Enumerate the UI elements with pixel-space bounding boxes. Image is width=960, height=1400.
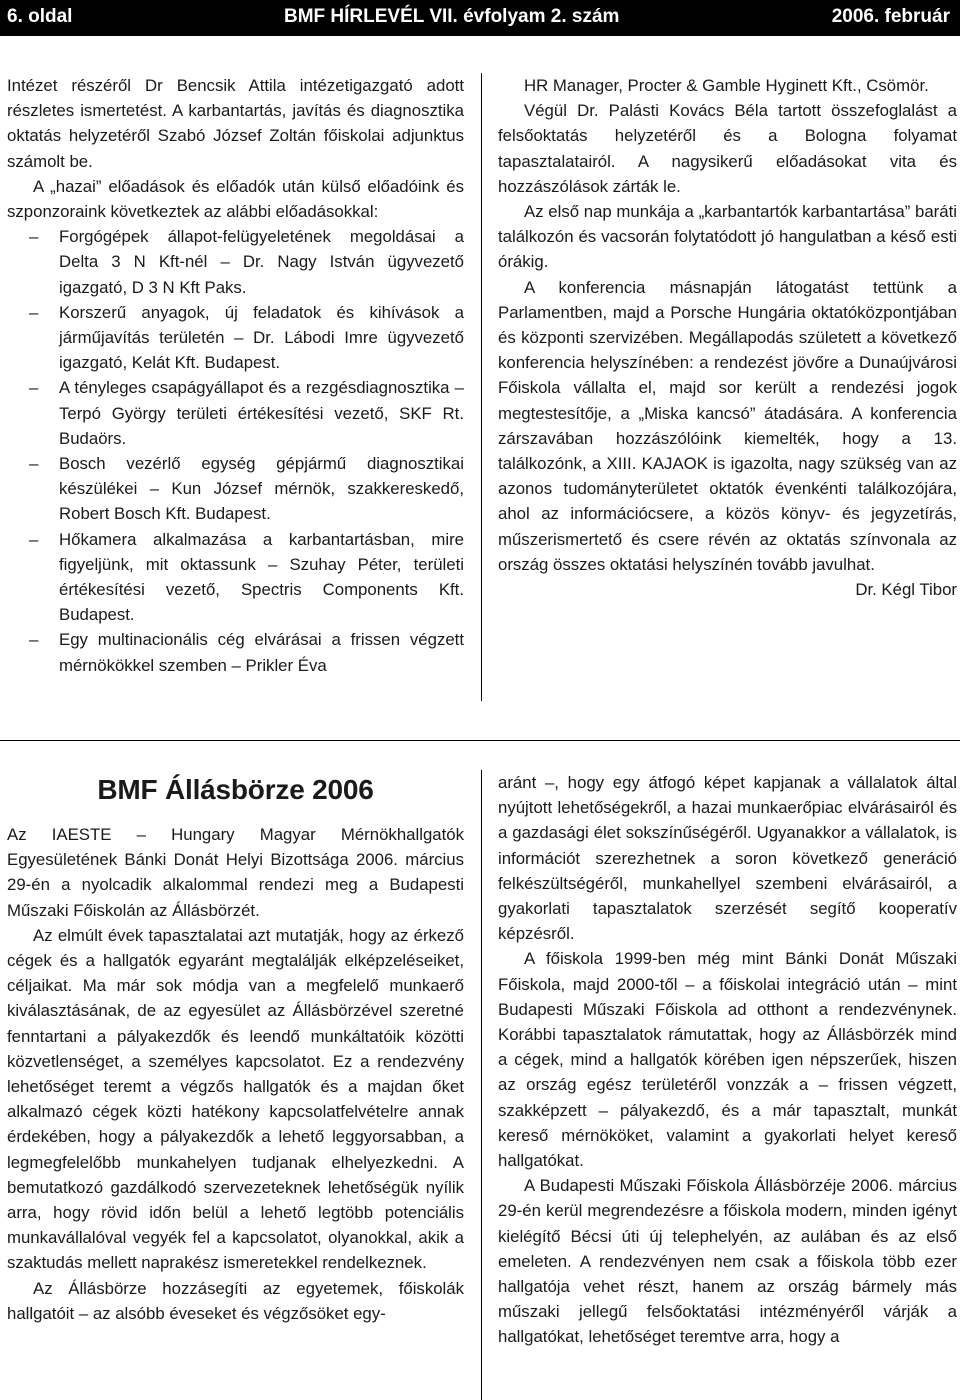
lead-paragraph: A „hazai” előadások és előadók után külső előadóink és szponzoraink következtek az alábbi előadásokkal:	[7, 176, 464, 222]
paragraph: aránt –, hogy egy átfogó képet kapjanak a vállalatok által nyújtott lehetőségekről, a hazai munkaerőpiac elvárásairól és a gazdasági élet sokszínűségéről. Ugyanakkor a vállalatok, is információt szerezhetnek a soron következő generáció felkészültségéről, munkahellyel szembeni elvárásairól, a gyakorlati tapasztalatok szerzését segítő kooperatív képzésről.	[498, 773, 957, 944]
dash-mark: –	[29, 378, 39, 398]
paragraph: A konferencia másnapján látogatást tettünk a Parlamentben, majd a Porsche Hungária oktatóközpontjában és központi szervizében. Megállapodás született a következő konferencia helyszínében: a rendezést jövőre a Dunaújvárosi Főiskola vállalta el, majd sor került a rendezési jogok megtestesítője, a „Miska kancsó” átadására. A konferencia zárszavában hozzászólóink kiemelték, hogy a 13. találkozónk, a XIII. KAJAOK is igazolta, nagy szükség van az azonos tudományterületet oktatók évenkénti találkozójára, ahol az információcsere, a közös könyv- és jegyzetírás, műszerismertető és csere révén az oktatás színvonala az ország összes oktatási helyszínén tovább javulhat.	[498, 277, 957, 574]
author-signature: Dr. Kégl Tibor	[855, 580, 957, 600]
bottom-article-column-2	[498, 770, 957, 1350]
page-number: 6. oldal	[7, 6, 73, 27]
column-divider	[481, 73, 482, 701]
publication-title: BMF HÍRLEVÉL VII. évfolyam 2. szám	[284, 6, 620, 27]
paragraph: Az első nap munkája a „karbantartók karbantartása” baráti találkozón és vacsorán folytatódott jó hangulatban a késő esti órákig.	[498, 202, 957, 272]
list-item-text: Egy multinacionális cég elvárásai a frissen végzett mérnökökkel szemben – Prikler Éva	[59, 630, 464, 675]
list-item	[7, 300, 464, 376]
top-article-column-2	[498, 73, 957, 602]
top-article-column-1	[7, 73, 464, 678]
paragraph: HR Manager, Procter & Gamble Hyginett Kft., Csömör.	[524, 76, 929, 95]
lecture-list	[7, 224, 464, 678]
dash-mark: –	[29, 529, 39, 549]
list-item	[7, 527, 464, 628]
article-separator	[0, 740, 960, 741]
list-item-text: Forgógépek állapot-felügyeletének megoldásai a Delta 3 N Kft-nél – Dr. Nagy István ügyvezető igazgató, D 3 N Kft Paks.	[59, 227, 464, 297]
bottom-article-column-1	[7, 770, 464, 1326]
list-item-text: Korszerű anyagok, új feladatok és kihívások a járműjavítás területén – Dr. Lábodi Imre ügyvezető igazgató, Kelát Kft. Budapest.	[59, 302, 464, 373]
list-item	[7, 375, 464, 451]
list-item	[7, 224, 464, 300]
dash-mark: –	[29, 227, 39, 247]
paragraph: Végül Dr. Palásti Kovács Béla tartott összefoglalást a felsőoktatás helyzetéről és a Bologna folyamat tapasztalatairól. A nagysikerű előadásokat vita és hozzászólások zárták le.	[498, 101, 957, 196]
article-title: BMF Állásbörze 2006	[97, 774, 374, 805]
dash-mark: –	[29, 302, 39, 322]
page-header	[0, 0, 960, 36]
intro-paragraph: Intézet részéről Dr Bencsik Attila intézetigazgató adott részletes ismertetést. A karbantartás, javítás és diagnosztika oktatás helyzetéről Szabó József Zoltán főiskolai adjunktus számolt be.	[7, 76, 464, 171]
column-divider	[481, 770, 482, 1400]
issue-date: 2006. február	[831, 6, 950, 27]
list-item-text: A tényleges csapágyállapot és a rezgésdiagnosztika – Terpó György területi értékesítési vezető, SKF Rt. Budaörs.	[59, 378, 464, 448]
paragraph: A Budapesti Műszaki Főiskola Állásbörzéje 2006. március 29-én kerül megrendezésre a főiskola modern, minden igényt kielégítő Bécsi úti új telephelyén, az aulában és az első emeleten. A rendezvényen nem csak a főiskola több ezer hallgatója vehet részt, hanem az ország bármely más műszaki jellegű felsőoktatási intézményéről várják a hallgatókat, lehetőséget teremtve arra, hogy a	[498, 1176, 957, 1347]
list-item-text: Hőkamera alkalmazása a karbantartásban, mire figyeljünk, mit oktassunk – Szuhay Péter, területi értékesítési vezető, Spectris Components Kft. Budapest.	[59, 529, 464, 625]
dash-mark: –	[29, 630, 39, 650]
paragraph: Az Állásbörze hozzásegíti az egyetemek, főiskolák hallgatóit – az alsóbb éveseket és végzősöket egy-	[7, 1278, 464, 1323]
dash-mark: –	[29, 454, 39, 474]
paragraph: Az elmúlt évek tapasztalatai azt mutatják, hogy az érkező cégek és a hallgatók egyaránt megtalálják elképzeléseiket, céljaikat. Ma már sok módja van a megfelelő munkaerő kiválasztásának, de az egyesület az Állásbörzével szeretné fenntartani a pályakezdők és leendő munkáltatóik közötti közvetlenséget, a személyes kapcsolatot. Ez a rendezvény lehetőséget teremt a végzős hallgatók és a majdan őket alkalmazó cégek közti hatékony kapcsolatfelvételre annak érdekében, hogy a pályakezdők a lehető leggyorsabban, a legmegfelelőbb munkahelyen tudjanak elhelyezkedni. A bemutatkozó gazdálkodó szervezeteknek lehetőségük nyílik arra, hogy rövid időn belül a lehető legtöbb potenciális munkavállalóval vegyék fel a kapcsolatot, olyanokkal, akik a szaktudás mellett naprakész ismeretekkel rendelkeznek.	[7, 925, 464, 1273]
list-item	[7, 451, 464, 527]
paragraph: A főiskola 1999-ben még mint Bánki Donát Műszaki Főiskola, majd 2000-től – a főiskolai integráció után – mint Budapesti Műszaki Főiskola ad otthont a rendezvénynek. Korábbi tapasztalatok rámutattak, hogy az Állásbörzék mind a cégek, mind a hallgatók körében igen népszerűek, hiszen az ország egész területéről vonzzák a – frissen végzett, szakképzett – pályakezdő, és a már tapasztalt, munkát kereső mérnököket, valamint a gyakorlati helyet kereső hallgatókat.	[498, 949, 957, 1171]
paragraph: Az IAESTE – Hungary Magyar Mérnökhallgatók Egyesületének Bánki Donát Helyi Bizottsága 2006. március 29-én a nyolcadik alkalommal rendezi meg a Budapesti Műszaki Főiskolán az Állásbörzét.	[7, 825, 464, 920]
list-item-text: Bosch vezérlő egység gépjármű diagnosztikai készülékei – Kun József mérnök, szakkereskedő, Robert Bosch Kft. Budapest.	[59, 454, 464, 524]
list-item	[7, 627, 464, 677]
